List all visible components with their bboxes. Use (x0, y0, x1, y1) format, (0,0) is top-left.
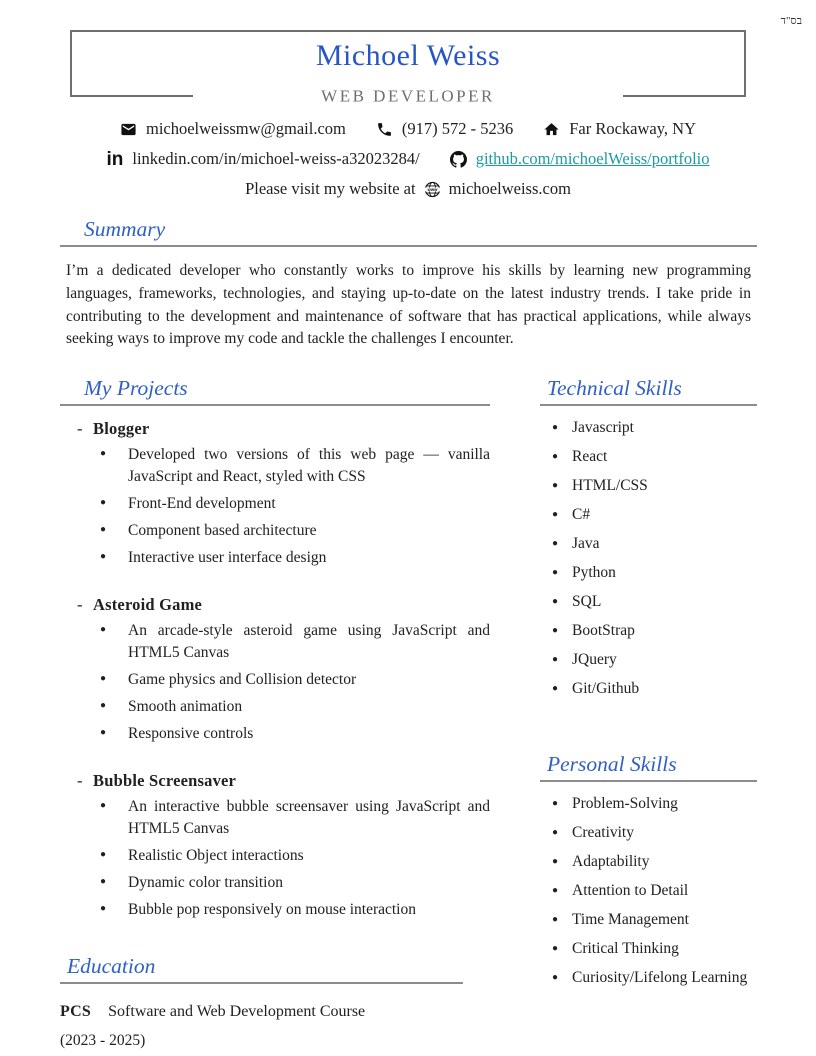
technical-skills-heading: Technical Skills (547, 376, 682, 401)
skill-item (540, 818, 757, 847)
bullet-icon: ● (552, 914, 559, 926)
skill-item (540, 876, 757, 905)
education-line (60, 1003, 490, 1021)
project-item (60, 771, 490, 921)
person-name: Michoel Weiss (315, 39, 501, 72)
technical-skills-section (540, 376, 757, 703)
left-column (60, 376, 490, 1050)
personal-skills-list (540, 789, 757, 992)
bullet-icon: ● (552, 509, 559, 521)
skill-item (540, 587, 757, 616)
project-bullet-text: Game physics and Collision detector (128, 671, 357, 689)
contact-row-3 (0, 174, 816, 204)
bullet-icon: ● (100, 551, 107, 563)
project-title: Asteroid Game (93, 595, 203, 615)
project-bullet (60, 669, 490, 691)
project-bullet-text: Bubble pop responsively on mouse interaction (128, 901, 416, 919)
envelope-icon (120, 121, 137, 138)
phone-text: (917) 572 - 5236 (401, 119, 514, 138)
email-item (120, 119, 346, 139)
bullet-icon: ● (552, 683, 559, 695)
location-text: Far Rockaway, NY (569, 119, 696, 138)
project-item (60, 419, 490, 569)
project-bullet (60, 493, 490, 515)
projects-rule (60, 404, 490, 406)
page-content (0, 217, 816, 1050)
bullet-icon: ● (100, 497, 107, 509)
education-years: (2023 - 2025) (60, 1032, 146, 1050)
skill-item (540, 529, 757, 558)
skill-text: SQL (572, 593, 602, 611)
personal-skills-rule (540, 780, 757, 782)
skill-text: Critical Thinking (572, 940, 679, 958)
project-bullet-text: Dynamic color transition (128, 874, 283, 892)
project-bullet (60, 845, 490, 867)
bullet-icon: ● (552, 480, 559, 492)
bullet-icon: ● (100, 727, 107, 739)
project-bullet (60, 872, 490, 894)
bullet-icon: ● (552, 856, 559, 868)
skill-text: Javascript (572, 419, 634, 437)
summary-heading: Summary (84, 217, 166, 241)
education-school: PCS (60, 1003, 92, 1021)
skill-item (540, 645, 757, 674)
right-column (540, 376, 757, 1050)
project-bullet (60, 899, 490, 921)
header-box (70, 30, 746, 106)
skill-item (540, 616, 757, 645)
bullet-icon: ● (100, 876, 107, 888)
project-bullet-text: An arcade-style asteroid game using JavaScript and HTML5 Canvas (128, 622, 490, 662)
bullet-icon: ● (552, 827, 559, 839)
bullet-icon: ● (100, 673, 107, 685)
projects-heading: My Projects (84, 376, 188, 401)
skill-item (540, 847, 757, 876)
dash-marker: - (77, 771, 83, 791)
skill-text: Python (572, 564, 616, 582)
skill-text: Attention to Detail (572, 882, 689, 900)
summary-section (60, 217, 757, 351)
project-title-row (60, 771, 490, 791)
two-column-area (60, 376, 757, 1050)
phone-item (376, 119, 513, 139)
skill-text: Adaptability (572, 853, 650, 871)
skill-text: React (572, 448, 608, 466)
project-item (60, 595, 490, 745)
bullet-icon: ● (100, 903, 107, 915)
project-bullet (60, 796, 490, 840)
skill-item (540, 934, 757, 963)
skill-text: Git/Github (572, 680, 640, 698)
skill-text: Creativity (572, 824, 634, 842)
bullet-icon: ● (552, 538, 559, 550)
bullet-icon: ● (100, 624, 107, 636)
bullet-icon: ● (552, 422, 559, 434)
skill-item (540, 558, 757, 587)
project-bullet-text: Developed two versions of this web page — vanilla JavaScript and React, styled with CSS (128, 446, 490, 486)
github-item (450, 149, 710, 169)
skill-text: Time Management (572, 911, 689, 929)
project-bullet-text: Smooth animation (128, 698, 243, 716)
skill-item (540, 963, 757, 992)
project-title: Blogger (93, 419, 150, 439)
github-link[interactable]: github.com/michoelWeiss/portfolio (475, 149, 710, 168)
bullet-icon: ● (552, 451, 559, 463)
website-text: michoelweiss.com (448, 179, 571, 198)
website-prefix: Please visit my website at (245, 179, 416, 198)
skill-text: HTML/CSS (572, 477, 648, 495)
contact-section (0, 114, 816, 204)
project-bullet-text: Realistic Object interactions (128, 847, 304, 865)
location-item (543, 119, 696, 139)
phone-icon (376, 121, 393, 138)
bullet-icon: ● (100, 524, 107, 536)
skill-item (540, 442, 757, 471)
technical-skills-list (540, 413, 757, 703)
project-bullet (60, 520, 490, 542)
home-icon (543, 121, 560, 138)
github-icon (450, 151, 467, 168)
education-rule (60, 982, 463, 984)
skill-text: JQuery (572, 651, 617, 669)
bullet-icon: ● (552, 972, 559, 984)
dash-marker: - (77, 419, 83, 439)
project-bullet-text: An interactive bubble screensaver using JavaScript and HTML5 Canvas (128, 798, 490, 838)
skill-item (540, 500, 757, 529)
skill-item (540, 905, 757, 934)
bullet-icon: ● (100, 800, 107, 812)
project-title-row (60, 595, 490, 615)
skill-item (540, 789, 757, 818)
skill-item (540, 413, 757, 442)
education-course: Software and Web Development Course (108, 1003, 366, 1021)
job-title: WEB DEVELOPER (193, 87, 623, 107)
linkedin-text: linkedin.com/in/michoel-weiss-a32023284/ (132, 149, 420, 168)
project-bullet-text: Responsive controls (128, 725, 254, 743)
project-bullet (60, 444, 490, 488)
education-section (60, 954, 490, 1050)
project-bullet (60, 620, 490, 664)
summary-text: I’m a dedicated developer who constantly works to improve his skills by learning new programming languages, frameworks, technologies, and staying up-to-date on the latest industry trends. I take pride in contributing to the development and maintenance of software that has practical applications, while always seeking ways to improve my code and tackle the challenges I encounter. (66, 262, 751, 348)
project-bullet (60, 696, 490, 718)
bullet-icon: ● (552, 885, 559, 897)
project-bullet (60, 723, 490, 745)
bullet-icon: ● (552, 567, 559, 579)
summary-rule (60, 245, 757, 247)
skill-text: C# (572, 506, 591, 524)
email-text: michoelweissmw@gmail.com (145, 119, 346, 138)
personal-skills-heading: Personal Skills (547, 752, 677, 777)
skill-text: Problem-Solving (572, 795, 678, 813)
bullet-icon: ● (552, 798, 559, 810)
bullet-icon: ● (552, 654, 559, 666)
contact-row-1 (0, 114, 816, 144)
bullet-icon: ● (552, 596, 559, 608)
personal-skills-section (540, 752, 757, 992)
project-bullet-text: Front-End development (128, 495, 276, 513)
dash-marker: - (77, 595, 83, 615)
globe-icon-label: www (427, 186, 438, 192)
project-bullet-text: Component based architecture (128, 522, 317, 540)
skill-item (540, 471, 757, 500)
contact-row-2 (0, 144, 816, 174)
project-bullet (60, 547, 490, 569)
bsd-text: בס"ד (780, 15, 802, 27)
skill-text: Java (572, 535, 600, 553)
skill-item (540, 674, 757, 703)
bullet-icon: ● (552, 625, 559, 637)
skill-text: Curiosity/Lifelong Learning (572, 969, 748, 987)
project-title: Bubble Screensaver (93, 771, 237, 791)
bullet-icon: ● (100, 448, 107, 460)
project-bullet-text: Interactive user interface design (128, 549, 327, 567)
skill-text: BootStrap (572, 622, 635, 640)
linkedin-item (107, 149, 420, 169)
education-heading: Education (67, 954, 156, 979)
bullet-icon: ● (100, 700, 107, 712)
technical-skills-rule (540, 404, 757, 406)
project-title-row (60, 419, 490, 439)
bullet-icon: ● (100, 849, 107, 861)
bullet-icon: ● (552, 943, 559, 955)
linkedin-icon: in (106, 148, 124, 170)
projects-section (60, 376, 490, 921)
globe-icon (424, 181, 441, 198)
